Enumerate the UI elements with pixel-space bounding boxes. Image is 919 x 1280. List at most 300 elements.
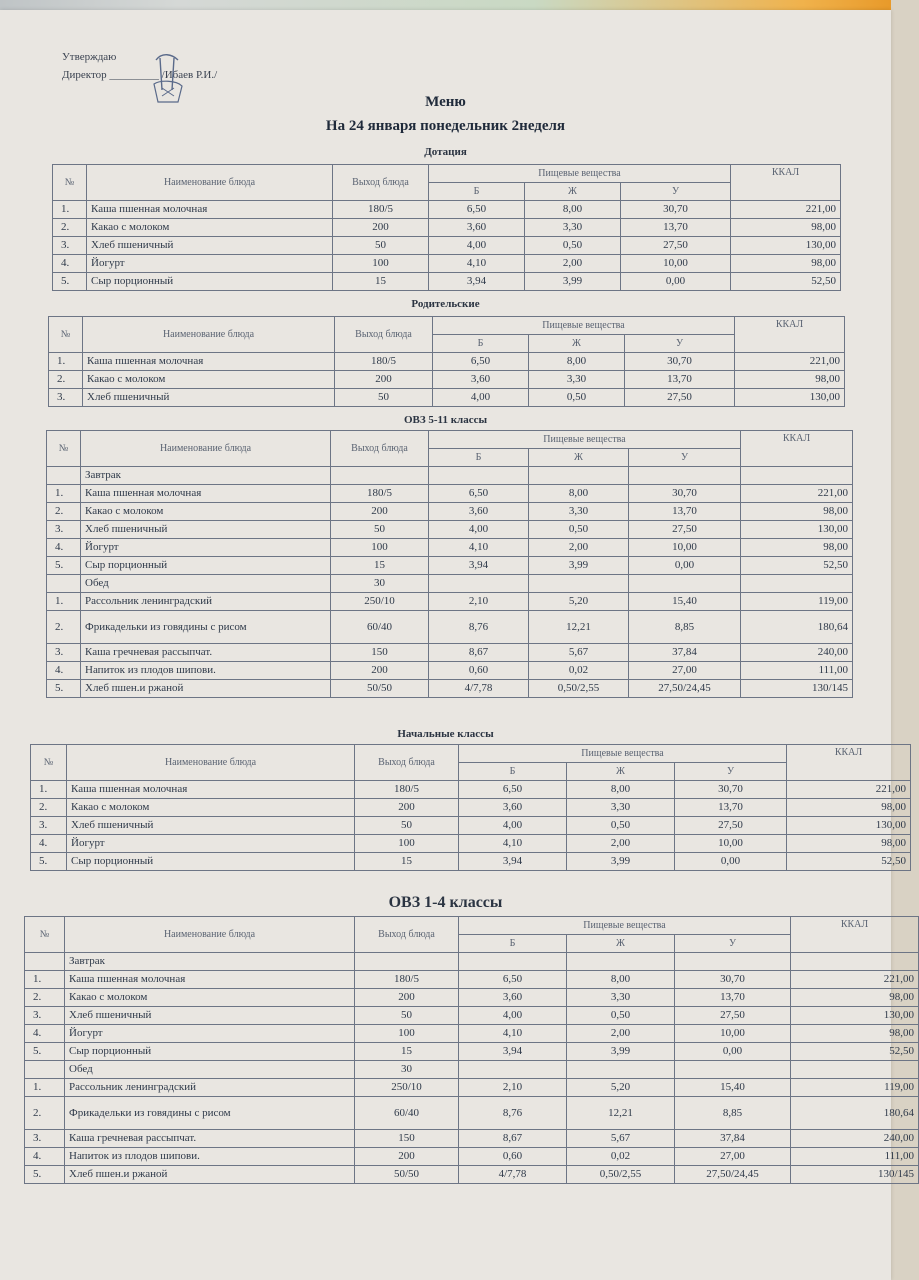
fat-value <box>529 467 629 485</box>
row-number: 2. <box>53 219 87 237</box>
row-number <box>47 467 81 485</box>
table-row <box>47 644 853 662</box>
protein-value: 3,60 <box>429 219 525 237</box>
menu-table-roditelskie <box>48 316 845 407</box>
protein-value <box>429 575 529 593</box>
carbs-value: 0,00 <box>675 1043 791 1061</box>
protein-value <box>459 953 567 971</box>
kcal-value: 98,00 <box>731 219 841 237</box>
table-row <box>25 1166 919 1184</box>
col-header-dish: Наименование блюда <box>83 317 335 353</box>
row-number: 4. <box>47 539 81 557</box>
table-row <box>47 521 853 539</box>
protein-value: 3,60 <box>459 989 567 1007</box>
table-row <box>53 237 841 255</box>
fat-value: 2,00 <box>525 255 621 273</box>
row-number: 5. <box>47 557 81 575</box>
col-header-num: № <box>53 165 87 201</box>
dish-yield: 180/5 <box>355 971 459 989</box>
table-row <box>49 371 845 389</box>
kcal-value: 98,00 <box>787 799 911 817</box>
dish-name: Сыр порционный <box>87 273 333 291</box>
col-header-protein: Б <box>459 763 567 781</box>
section-title-ovz-5-11: ОВЗ 5-11 классы <box>403 414 488 426</box>
dish-name: Какао с молоком <box>83 371 335 389</box>
dish-name: Йогурт <box>87 255 333 273</box>
row-number: 2. <box>49 371 83 389</box>
row-number <box>25 1061 65 1079</box>
carbs-value: 27,50/24,45 <box>629 680 741 698</box>
carbs-value <box>675 1061 791 1079</box>
dish-name: Хлеб пшеничный <box>65 1007 355 1025</box>
fat-value: 12,21 <box>529 611 629 644</box>
kcal-value: 111,00 <box>791 1148 919 1166</box>
dish-name: Каша пшенная молочная <box>83 353 335 371</box>
dish-yield: 150 <box>355 1130 459 1148</box>
dish-yield: 200 <box>355 989 459 1007</box>
dish-yield: 100 <box>331 539 429 557</box>
fat-value: 5,20 <box>567 1079 675 1097</box>
carbs-value: 13,70 <box>621 219 731 237</box>
table-row <box>47 593 853 611</box>
dish-yield: 50 <box>333 237 429 255</box>
table-row <box>25 1025 919 1043</box>
dish-name: Фрикадельки из говядины с рисом <box>65 1097 355 1130</box>
table-row <box>47 467 853 485</box>
fat-value: 0,50 <box>529 389 625 407</box>
kcal-value <box>791 1061 919 1079</box>
table-row <box>49 389 845 407</box>
dish-name: Какао с молоком <box>65 989 355 1007</box>
row-number: 1. <box>49 353 83 371</box>
col-header-fat: Ж <box>525 183 621 201</box>
row-number: 1. <box>47 485 81 503</box>
dish-yield: 15 <box>331 557 429 575</box>
kcal-value: 130,00 <box>731 237 841 255</box>
dish-name: Йогурт <box>81 539 331 557</box>
fat-value: 8,00 <box>529 485 629 503</box>
kcal-value: 98,00 <box>791 1025 919 1043</box>
kcal-value: 221,00 <box>741 485 853 503</box>
protein-value: 2,10 <box>429 593 529 611</box>
fat-value: 3,30 <box>529 371 625 389</box>
table-row <box>25 971 919 989</box>
dish-name: Каша пшенная молочная <box>65 971 355 989</box>
col-header-dish: Наименование блюда <box>65 917 355 953</box>
dish-yield: 50 <box>355 817 459 835</box>
fat-value: 3,30 <box>567 989 675 1007</box>
row-number: 3. <box>53 237 87 255</box>
fat-value: 8,00 <box>529 353 625 371</box>
row-number: 3. <box>25 1130 65 1148</box>
carbs-value: 27,50 <box>675 817 787 835</box>
table-row <box>25 989 919 1007</box>
carbs-value: 10,00 <box>675 835 787 853</box>
col-header-nutrients: Пищевые вещества <box>429 431 741 449</box>
fat-value: 8,00 <box>525 201 621 219</box>
carbs-value: 0,00 <box>629 557 741 575</box>
dish-name: Каша пшенная молочная <box>87 201 333 219</box>
row-number: 4. <box>25 1025 65 1043</box>
fat-value: 3,99 <box>525 273 621 291</box>
dish-yield: 60/40 <box>331 611 429 644</box>
table-row <box>25 1130 919 1148</box>
protein-value: 4,10 <box>459 1025 567 1043</box>
col-header-carbs: У <box>625 335 735 353</box>
col-header-fat: Ж <box>567 935 675 953</box>
col-header-protein: Б <box>429 449 529 467</box>
col-header-yield: Выход блюда <box>335 317 433 353</box>
fat-value: 3,30 <box>525 219 621 237</box>
dish-yield: 50 <box>355 1007 459 1025</box>
table-row <box>25 953 919 971</box>
carbs-value: 27,50/24,45 <box>675 1166 791 1184</box>
row-number: 5. <box>25 1043 65 1061</box>
protein-value <box>429 467 529 485</box>
dish-yield: 200 <box>355 799 459 817</box>
row-number: 1. <box>31 781 67 799</box>
carbs-value: 13,70 <box>625 371 735 389</box>
fat-value: 0,50 <box>525 237 621 255</box>
fat-value: 0,50/2,55 <box>567 1166 675 1184</box>
kcal-value: 130,00 <box>735 389 845 407</box>
carbs-value: 37,84 <box>629 644 741 662</box>
carbs-value: 10,00 <box>675 1025 791 1043</box>
dish-name: Какао с молоком <box>87 219 333 237</box>
dish-name: Хлеб пшеничный <box>67 817 355 835</box>
protein-value: 3,60 <box>429 503 529 521</box>
fat-value: 3,30 <box>567 799 675 817</box>
fat-value: 2,00 <box>529 539 629 557</box>
kcal-value: 221,00 <box>731 201 841 219</box>
row-number: 1. <box>53 201 87 219</box>
dish-name: Хлеб пшеничный <box>81 521 331 539</box>
table-row <box>53 201 841 219</box>
protein-value: 6,50 <box>429 485 529 503</box>
carbs-value: 13,70 <box>675 989 791 1007</box>
fat-value: 5,67 <box>567 1130 675 1148</box>
protein-value: 8,76 <box>429 611 529 644</box>
approval-block <box>62 48 217 84</box>
dish-name: Хлеб пшен.и ржаной <box>81 680 331 698</box>
col-header-nutrients: Пищевые вещества <box>459 917 791 935</box>
dish-name: Йогурт <box>67 835 355 853</box>
protein-value: 8,67 <box>429 644 529 662</box>
carbs-value <box>629 467 741 485</box>
dish-yield: 250/10 <box>355 1079 459 1097</box>
kcal-value: 130,00 <box>791 1007 919 1025</box>
dish-yield: 50/50 <box>331 680 429 698</box>
dish-name: Напиток из плодов шипови. <box>65 1148 355 1166</box>
dish-yield: 15 <box>355 1043 459 1061</box>
table-row <box>25 1097 919 1130</box>
dish-yield: 30 <box>331 575 429 593</box>
table-row <box>25 1148 919 1166</box>
kcal-value: 98,00 <box>741 503 853 521</box>
col-header-yield: Выход блюда <box>331 431 429 467</box>
protein-value: 8,67 <box>459 1130 567 1148</box>
table-row <box>47 485 853 503</box>
dish-name: Завтрак <box>65 953 355 971</box>
col-header-protein: Б <box>429 183 525 201</box>
dish-name: Завтрак <box>81 467 331 485</box>
table-row <box>25 1007 919 1025</box>
col-header-carbs: У <box>621 183 731 201</box>
col-header-kcal: ККАЛ <box>735 317 845 353</box>
col-header-kcal: ККАЛ <box>787 745 911 781</box>
protein-value: 3,94 <box>459 1043 567 1061</box>
fat-value <box>567 953 675 971</box>
dish-yield: 150 <box>331 644 429 662</box>
row-number: 5. <box>47 680 81 698</box>
kcal-value: 130/145 <box>791 1166 919 1184</box>
approval-title: Утверждаю <box>62 51 117 63</box>
carbs-value: 8,85 <box>629 611 741 644</box>
dish-name: Каша пшенная молочная <box>81 485 331 503</box>
protein-value: 4,00 <box>433 389 529 407</box>
carbs-value: 0,00 <box>621 273 731 291</box>
fat-value: 0,50 <box>567 817 675 835</box>
carbs-value: 13,70 <box>675 799 787 817</box>
table-row <box>31 853 911 871</box>
kcal-value: 221,00 <box>791 971 919 989</box>
table-row <box>25 1061 919 1079</box>
fat-value: 8,00 <box>567 971 675 989</box>
carbs-value: 15,40 <box>675 1079 791 1097</box>
carbs-value: 27,50 <box>629 521 741 539</box>
kcal-value <box>741 575 853 593</box>
protein-value: 4/7,78 <box>429 680 529 698</box>
dish-yield: 200 <box>355 1148 459 1166</box>
kcal-value <box>741 467 853 485</box>
fat-value: 3,30 <box>529 503 629 521</box>
dish-yield: 180/5 <box>335 353 433 371</box>
carbs-value: 13,70 <box>629 503 741 521</box>
dish-yield: 50/50 <box>355 1166 459 1184</box>
protein-value: 6,50 <box>429 201 525 219</box>
col-header-fat: Ж <box>529 335 625 353</box>
fat-value: 0,02 <box>529 662 629 680</box>
dish-yield <box>355 953 459 971</box>
carbs-value: 27,50 <box>625 389 735 407</box>
col-header-fat: Ж <box>529 449 629 467</box>
kcal-value: 180,64 <box>791 1097 919 1130</box>
protein-value: 4,00 <box>429 521 529 539</box>
table-row <box>31 799 911 817</box>
dish-yield: 15 <box>355 853 459 871</box>
carbs-value: 15,40 <box>629 593 741 611</box>
protein-value: 3,94 <box>459 853 567 871</box>
table-row <box>31 781 911 799</box>
fat-value: 8,00 <box>567 781 675 799</box>
fat-value: 2,00 <box>567 1025 675 1043</box>
col-header-dish: Наименование блюда <box>87 165 333 201</box>
table-row <box>53 255 841 273</box>
table-row <box>25 1043 919 1061</box>
page-title: Меню <box>425 94 466 110</box>
col-header-num: № <box>47 431 81 467</box>
dish-name: Рассольник ленинградский <box>81 593 331 611</box>
row-number: 2. <box>47 503 81 521</box>
dish-name: Каша гречневая рассыпчат. <box>81 644 331 662</box>
kcal-value: 180,64 <box>741 611 853 644</box>
menu-table-ovz-1-4 <box>24 916 919 1184</box>
table-row <box>47 680 853 698</box>
row-number: 4. <box>47 662 81 680</box>
dish-yield: 180/5 <box>355 781 459 799</box>
kcal-value: 240,00 <box>741 644 853 662</box>
col-header-nutrients: Пищевые вещества <box>429 165 731 183</box>
col-header-num: № <box>31 745 67 781</box>
row-number: 5. <box>25 1166 65 1184</box>
protein-value: 6,50 <box>459 781 567 799</box>
col-header-dish: Наименование блюда <box>67 745 355 781</box>
menu-table-nachalnye <box>30 744 911 871</box>
section-title-ovz-1-4: ОВЗ 1-4 классы <box>388 894 503 911</box>
carbs-value <box>629 575 741 593</box>
carbs-value: 0,00 <box>675 853 787 871</box>
table-row <box>47 557 853 575</box>
dish-name: Хлеб пшен.и ржаной <box>65 1166 355 1184</box>
table-row <box>49 353 845 371</box>
table-row <box>25 1079 919 1097</box>
dish-yield: 200 <box>333 219 429 237</box>
col-header-kcal: ККАЛ <box>731 165 841 201</box>
protein-value: 4,10 <box>429 539 529 557</box>
dish-yield: 50 <box>331 521 429 539</box>
fat-value <box>529 575 629 593</box>
row-number: 3. <box>49 389 83 407</box>
fat-value: 5,67 <box>529 644 629 662</box>
col-header-dish: Наименование блюда <box>81 431 331 467</box>
table-row <box>47 611 853 644</box>
dish-name: Хлеб пшеничный <box>83 389 335 407</box>
kcal-value: 119,00 <box>741 593 853 611</box>
row-number: 1. <box>25 971 65 989</box>
col-header-nutrients: Пищевые вещества <box>433 317 735 335</box>
dish-name: Какао с молоком <box>81 503 331 521</box>
kcal-value <box>791 953 919 971</box>
date-subtitle: На 24 января понедельник 2неделя <box>325 118 566 134</box>
carbs-value: 10,00 <box>621 255 731 273</box>
protein-value: 6,50 <box>459 971 567 989</box>
dish-yield: 100 <box>355 835 459 853</box>
kcal-value: 98,00 <box>735 371 845 389</box>
dish-yield: 50 <box>335 389 433 407</box>
fat-value: 3,99 <box>529 557 629 575</box>
row-number: 1. <box>25 1079 65 1097</box>
kcal-value: 52,50 <box>731 273 841 291</box>
carbs-value: 37,84 <box>675 1130 791 1148</box>
protein-value: 4,10 <box>459 835 567 853</box>
dish-name: Каша пшенная молочная <box>67 781 355 799</box>
carbs-value: 30,70 <box>629 485 741 503</box>
section-title-nachalnye: Начальные классы <box>397 728 494 740</box>
row-number <box>25 953 65 971</box>
row-number: 3. <box>31 817 67 835</box>
carbs-value: 27,50 <box>675 1007 791 1025</box>
dish-name: Фрикадельки из говядины с рисом <box>81 611 331 644</box>
row-number: 4. <box>53 255 87 273</box>
protein-value: 8,76 <box>459 1097 567 1130</box>
table-row <box>31 835 911 853</box>
fat-value: 3,99 <box>567 853 675 871</box>
fat-value: 0,50/2,55 <box>529 680 629 698</box>
kcal-value: 111,00 <box>741 662 853 680</box>
fat-value: 0,50 <box>529 521 629 539</box>
dish-name: Обед <box>65 1061 355 1079</box>
protein-value: 0,60 <box>459 1148 567 1166</box>
dish-yield: 250/10 <box>331 593 429 611</box>
dish-name: Йогурт <box>65 1025 355 1043</box>
kcal-value: 221,00 <box>787 781 911 799</box>
carbs-value: 27,00 <box>675 1148 791 1166</box>
col-header-yield: Выход блюда <box>355 917 459 953</box>
dish-name: Напиток из плодов шипови. <box>81 662 331 680</box>
approval-signer: Директор _________ /Ибаев Р.И./ <box>62 69 218 81</box>
table-row <box>47 575 853 593</box>
protein-value: 6,50 <box>433 353 529 371</box>
table-row <box>47 503 853 521</box>
protein-value: 2,10 <box>459 1079 567 1097</box>
kcal-value: 98,00 <box>731 255 841 273</box>
col-header-num: № <box>49 317 83 353</box>
dish-name: Сыр порционный <box>67 853 355 871</box>
dish-yield: 200 <box>331 503 429 521</box>
table-row <box>53 219 841 237</box>
table-row <box>53 273 841 291</box>
kcal-value: 240,00 <box>791 1130 919 1148</box>
col-header-protein: Б <box>459 935 567 953</box>
col-header-nutrients: Пищевые вещества <box>459 745 787 763</box>
row-number: 4. <box>25 1148 65 1166</box>
protein-value: 3,94 <box>429 557 529 575</box>
fat-value: 2,00 <box>567 835 675 853</box>
protein-value: 4,00 <box>459 817 567 835</box>
kcal-value: 52,50 <box>791 1043 919 1061</box>
dish-yield: 100 <box>355 1025 459 1043</box>
dish-name: Каша гречневая рассыпчат. <box>65 1130 355 1148</box>
dish-yield: 200 <box>335 371 433 389</box>
dish-yield: 30 <box>355 1061 459 1079</box>
fat-value: 5,20 <box>529 593 629 611</box>
row-number: 1. <box>47 593 81 611</box>
kcal-value: 98,00 <box>741 539 853 557</box>
protein-value: 0,60 <box>429 662 529 680</box>
fat-value: 12,21 <box>567 1097 675 1130</box>
dish-yield: 180/5 <box>331 485 429 503</box>
dish-yield <box>331 467 429 485</box>
kcal-value: 130/145 <box>741 680 853 698</box>
row-number: 3. <box>47 521 81 539</box>
kcal-value: 119,00 <box>791 1079 919 1097</box>
protein-value: 4,00 <box>459 1007 567 1025</box>
protein-value: 4,00 <box>429 237 525 255</box>
table-row <box>31 817 911 835</box>
dish-name: Рассольник ленинградский <box>65 1079 355 1097</box>
row-number: 5. <box>53 273 87 291</box>
col-header-carbs: У <box>675 935 791 953</box>
col-header-kcal: ККАЛ <box>741 431 853 467</box>
col-header-num: № <box>25 917 65 953</box>
row-number: 3. <box>25 1007 65 1025</box>
table-row <box>47 539 853 557</box>
col-header-yield: Выход блюда <box>355 745 459 781</box>
kcal-value: 52,50 <box>787 853 911 871</box>
kcal-value: 98,00 <box>791 989 919 1007</box>
row-number <box>47 575 81 593</box>
fat-value: 3,99 <box>567 1043 675 1061</box>
